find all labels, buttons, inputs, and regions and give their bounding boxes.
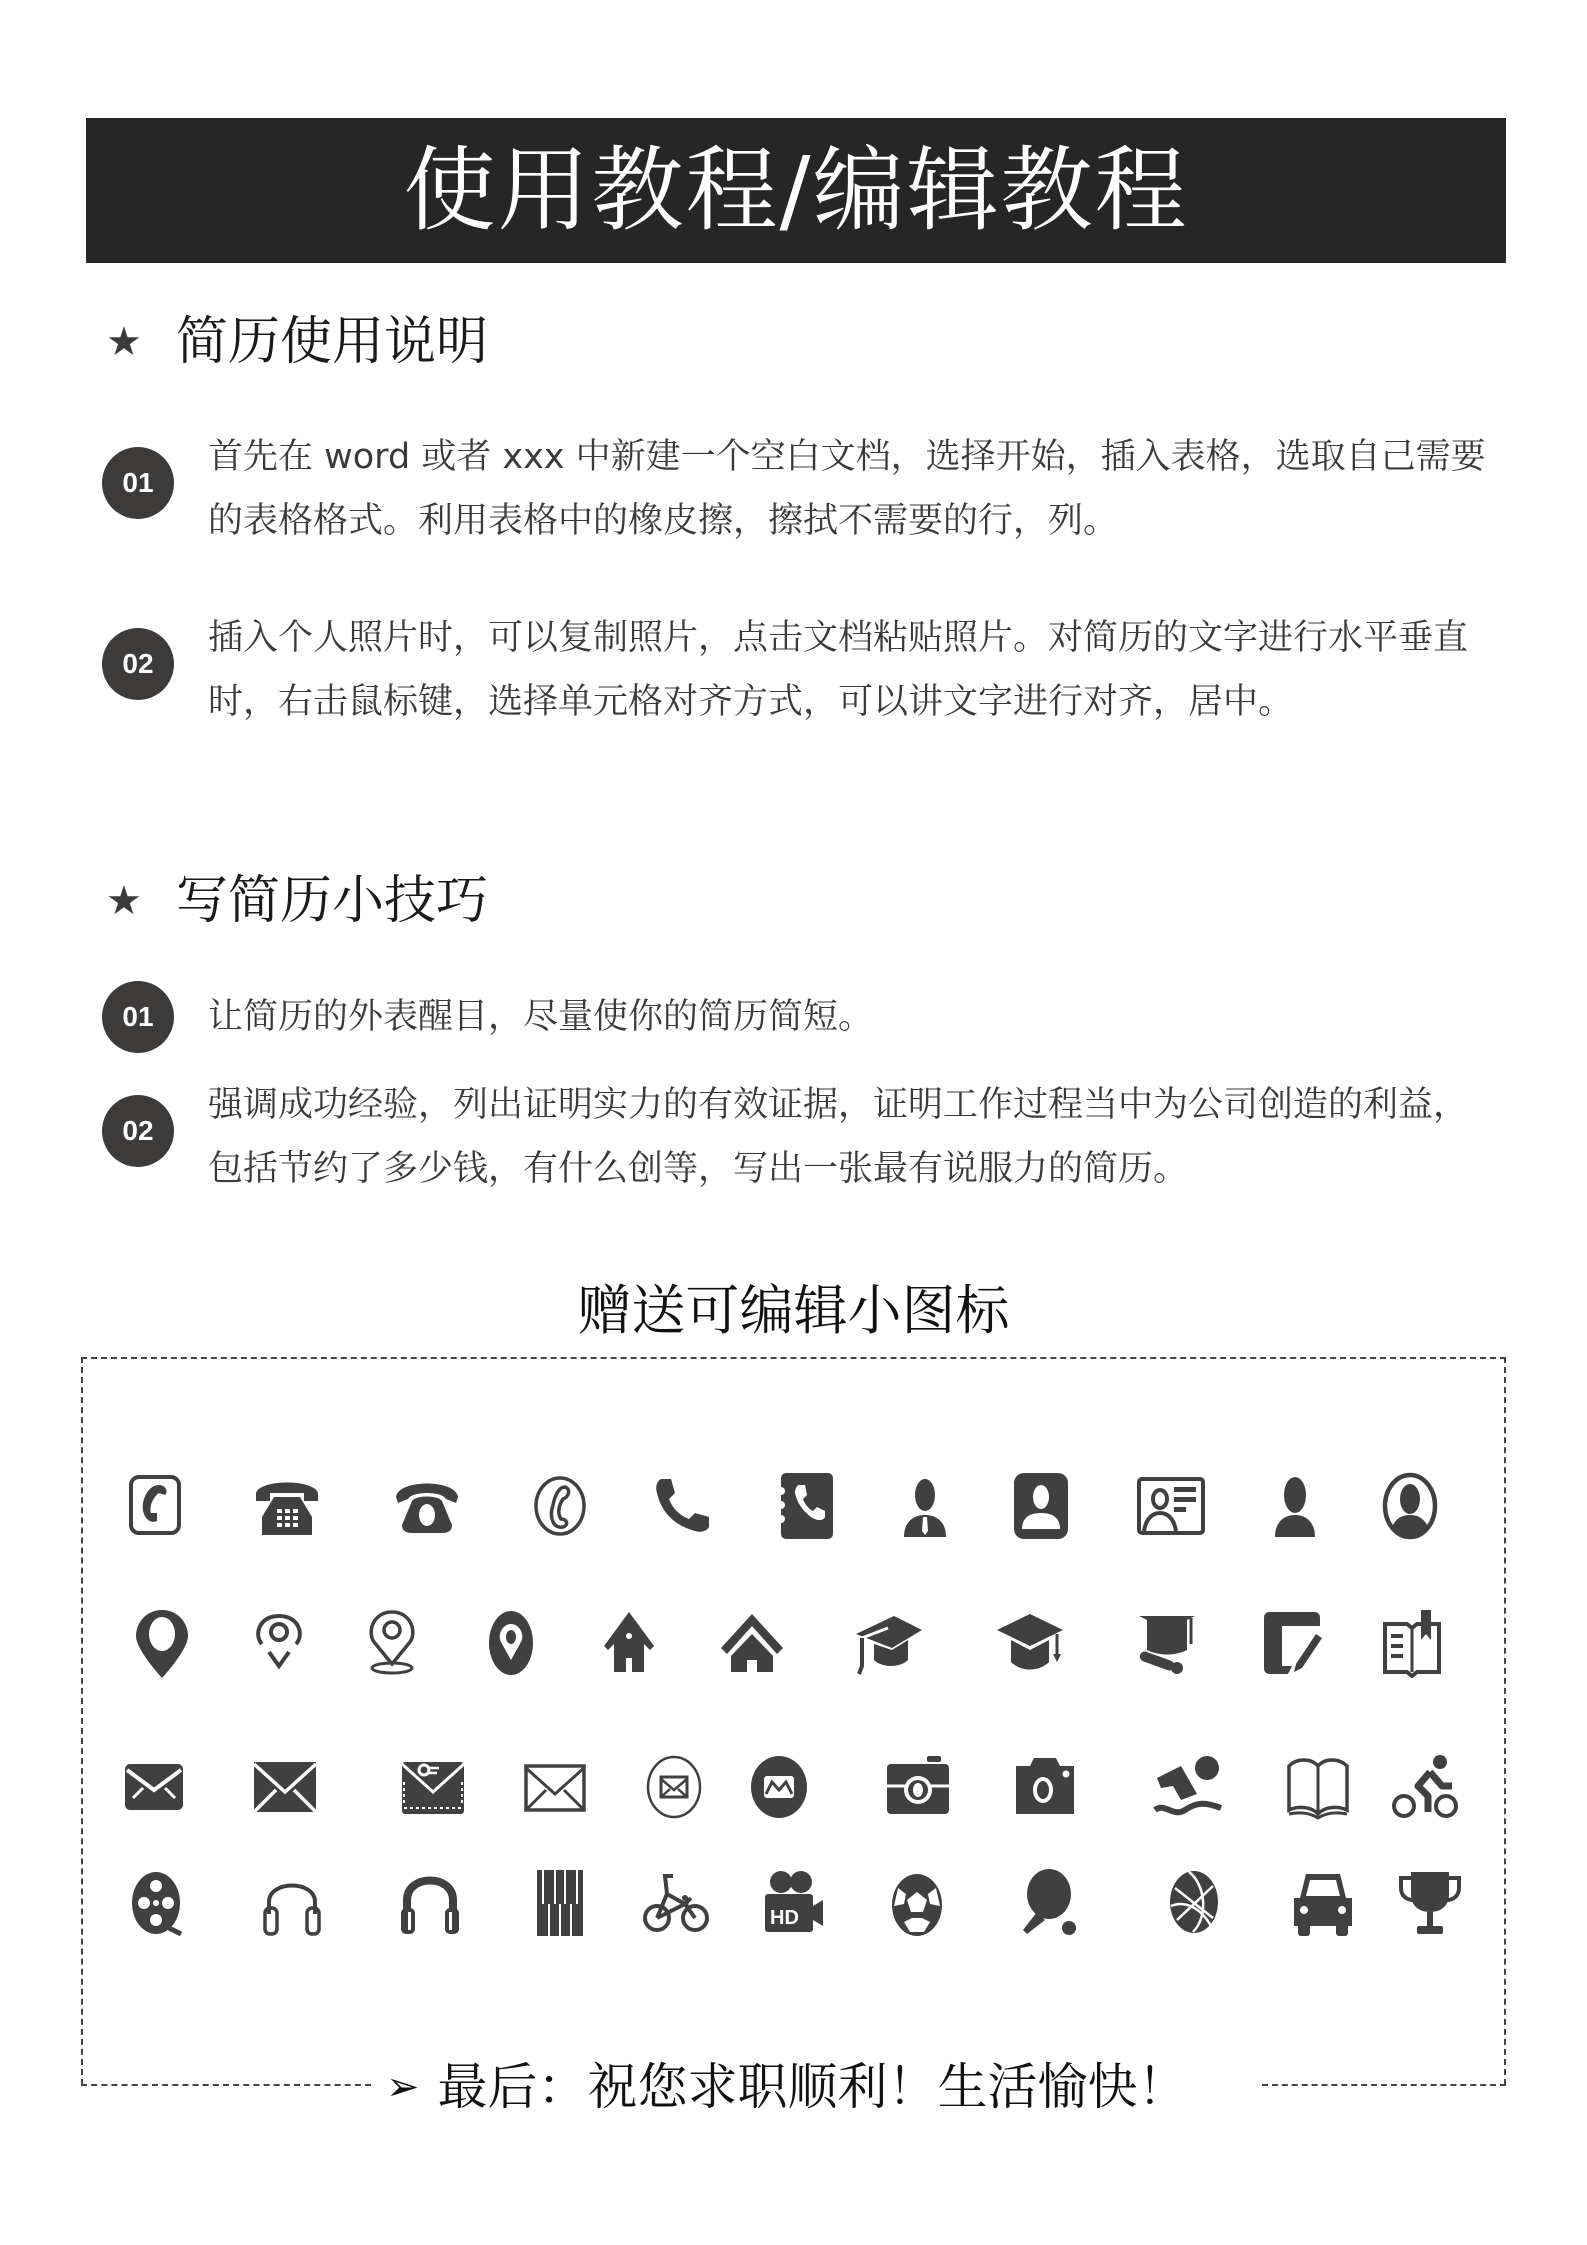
location-pin-oval-icon: [476, 1608, 546, 1678]
piano-keys-icon: [525, 1868, 595, 1938]
camera-filled-icon: [1010, 1752, 1080, 1822]
house-icon: [594, 1608, 664, 1678]
list-item: [102, 618, 1502, 734]
open-book-icon: [1283, 1752, 1353, 1822]
closing-text: 最后：祝您求职顺利！生活愉快！: [437, 2058, 1188, 2116]
home-icon: [717, 1608, 787, 1678]
svg-text:HD: HD: [770, 1907, 799, 1929]
list-item: [102, 437, 1502, 553]
headphones-outline-icon: [257, 1868, 327, 1938]
mortarboard-icon: [995, 1608, 1065, 1678]
page-title: 使用教程/编辑教程: [403, 136, 1189, 244]
item-text: 让简历的外表醒目，尽量使你的简历简短。: [208, 997, 874, 1037]
list-item: [102, 981, 1502, 1053]
item-text: 首先在 word 或者 xxx 中新建一个空白文档，选择开始，插入表格，选取自己需要的表格格式。利用表格中的橡皮擦，擦拭不需要的行，列。: [208, 437, 1486, 541]
map-pin-icon: [127, 1608, 197, 1678]
dashed-divider: [1262, 2084, 1506, 2086]
phone-circle-outline-icon: [525, 1471, 595, 1541]
phone-handset-icon: [645, 1471, 715, 1541]
dashed-divider: [81, 2084, 371, 2086]
item-text: 强调成功经验，列出证明实力的有效证据，证明工作过程当中为公司创造的利益，包括节约了多少钱，有什么创等，写出一张最有说服力的简历。: [208, 1085, 1469, 1189]
businessman-icon: [890, 1471, 960, 1541]
closing-message: [386, 2058, 1188, 2116]
soccer-ball-icon: [882, 1868, 952, 1938]
cycling-icon: [1390, 1752, 1460, 1822]
phone-square-icon: [121, 1471, 191, 1541]
icon-row: [0, 1603, 1587, 1683]
envelope-icon: [250, 1752, 320, 1822]
camera-icon: [883, 1752, 953, 1822]
graduation-diploma-icon: [1135, 1608, 1205, 1678]
star-icon: ★: [106, 319, 142, 365]
envelope-circle-filled-icon: [744, 1752, 814, 1822]
icon-row: [0, 1863, 1587, 1943]
icons-section-title: 赠送可编辑小图标: [577, 1279, 1010, 1342]
phonebook-icon: [771, 1471, 841, 1541]
envelope-rounded-icon: [119, 1752, 189, 1822]
edit-note-icon: [1258, 1608, 1328, 1678]
section-title: 简历使用说明: [176, 312, 489, 372]
item-text: 插入个人照片时，可以复制照片，点击文档粘贴照片。对简历的文字进行水平垂直时，右击鼠标键，选择单元格对齐方式，可以讲文字进行对齐，居中。: [208, 618, 1469, 722]
ping-pong-icon: [1011, 1868, 1081, 1938]
envelope-circle-outline-icon: [639, 1752, 709, 1822]
title-banner: [86, 118, 1506, 263]
location-pin-ground-icon: [357, 1608, 427, 1678]
section-title: 写简历小技巧: [176, 871, 489, 931]
envelope-outline-icon: [520, 1752, 590, 1822]
arrow-bullet-icon: ➢: [386, 2064, 420, 2110]
contact-card-icon: [1006, 1471, 1076, 1541]
headphones-icon: [395, 1868, 465, 1938]
hd-video-camera-icon: [757, 1868, 827, 1938]
list-item: [102, 1085, 1502, 1201]
number-badge: 01: [102, 981, 174, 1053]
star-icon: ★: [106, 878, 142, 924]
retro-telephone-icon: [392, 1471, 462, 1541]
icon-row: [0, 1747, 1587, 1827]
section-heading-tips: [106, 871, 489, 931]
id-card-icon: [1136, 1471, 1206, 1541]
desk-telephone-icon: [252, 1471, 322, 1541]
envelope-stamp-icon: [398, 1752, 468, 1822]
graduation-cap-icon: [854, 1608, 924, 1678]
car-icon: [1288, 1868, 1358, 1938]
number-badge: 01: [102, 447, 174, 519]
basketball-icon: [1159, 1868, 1229, 1938]
trophy-icon: [1395, 1868, 1465, 1938]
number-badge: 02: [102, 1095, 174, 1167]
person-icon: [1260, 1471, 1330, 1541]
bicycle-icon: [641, 1868, 711, 1938]
number-badge: 02: [102, 628, 174, 700]
icon-row: [0, 1466, 1587, 1546]
person-circle-icon: [1375, 1471, 1445, 1541]
film-reel-icon: [123, 1868, 193, 1938]
location-pin-outline-icon: [244, 1608, 314, 1678]
open-book-bookmark-icon: [1377, 1608, 1447, 1678]
section-heading-usage: [106, 312, 489, 372]
swimming-icon: [1153, 1752, 1223, 1822]
